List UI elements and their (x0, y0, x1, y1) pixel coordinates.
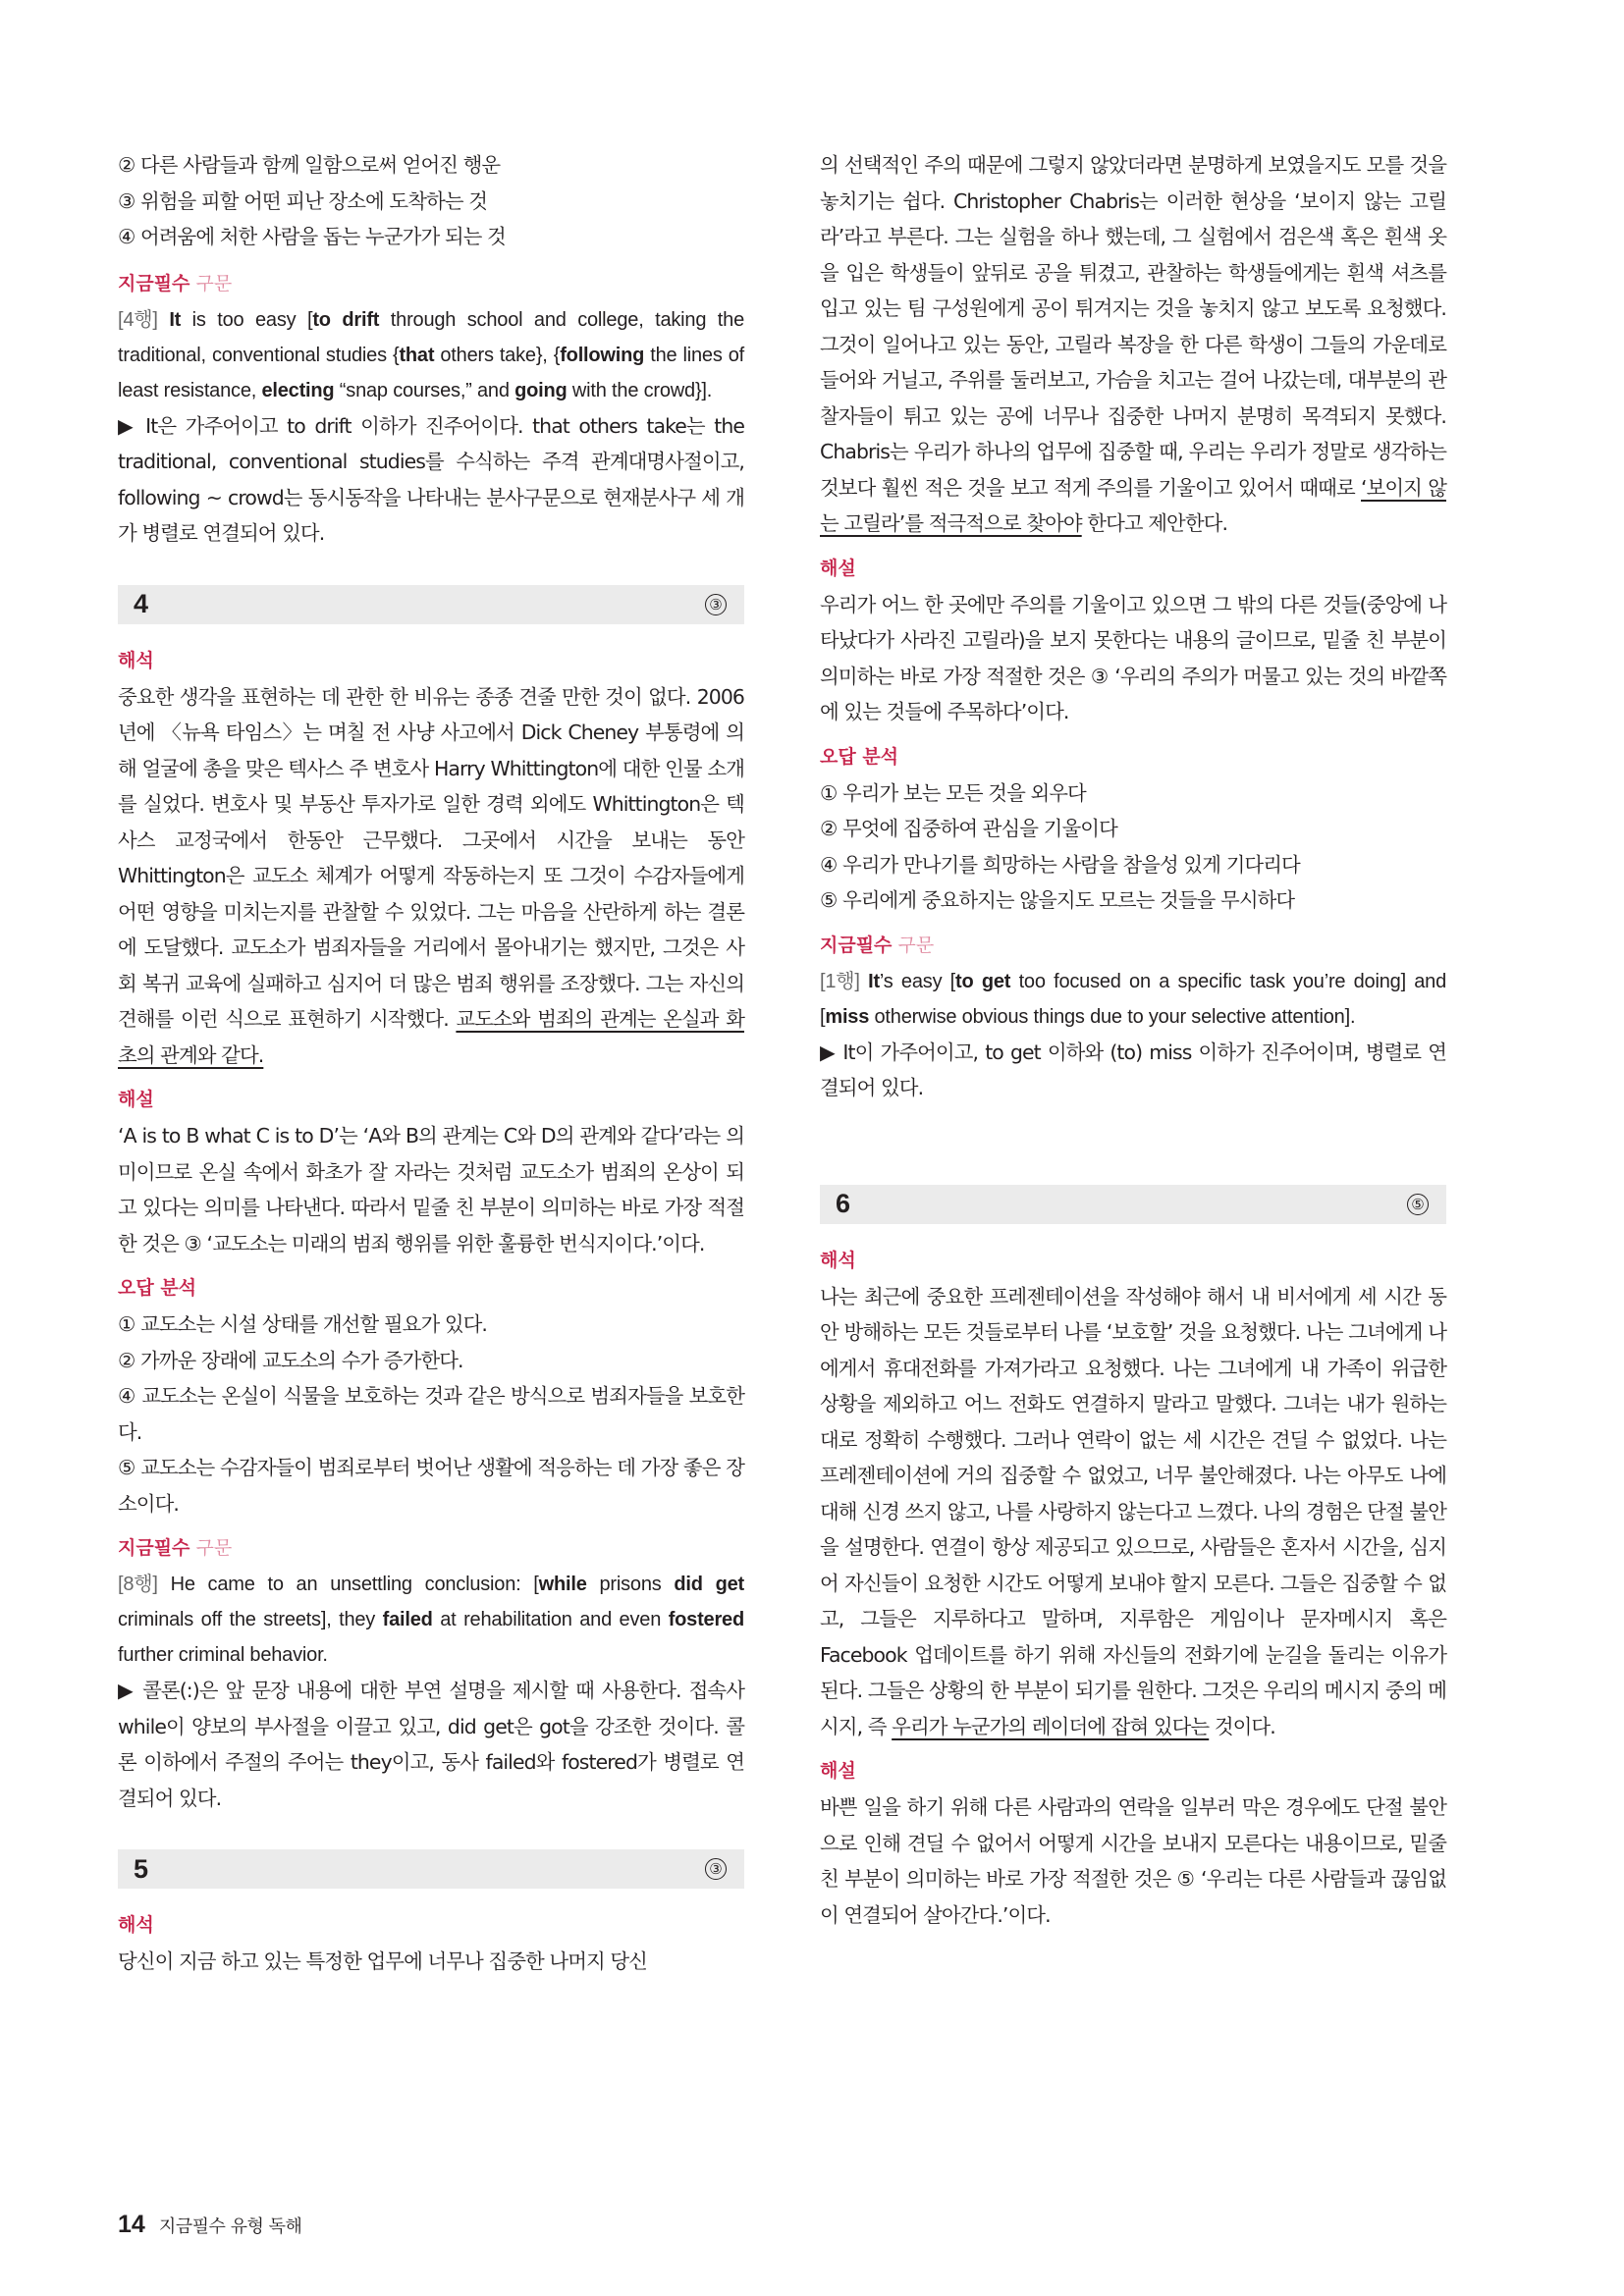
wrong-option-1: ① 우리가 보는 모든 것을 외우다 (820, 780, 1086, 805)
left-column (118, 147, 744, 1980)
answer-badge: ⑤ (1407, 1194, 1429, 1215)
seg-bold: miss (825, 1005, 870, 1028)
seg-bold: fostered (668, 1609, 744, 1630)
seg: the lines of least resistance, (118, 344, 744, 401)
seg (860, 971, 868, 992)
book-title: 지금필수 유형 독해 (158, 2216, 302, 2237)
explanation-label: 해설 (820, 557, 856, 579)
question-number: 5 (134, 1853, 149, 1884)
seg: further criminal behavior. (118, 1644, 328, 1666)
translation-label: 해석 (118, 1914, 154, 1936)
wrong-option-5: ⑤ 교도소는 수감자들이 범죄로부터 벗어난 생활에 적응하는 데 가장 좋은 장소이다. (118, 1456, 744, 1516)
seg: is too easy [ (181, 308, 313, 331)
seg-bold: electing (261, 379, 335, 401)
grammar-sentence (820, 964, 1446, 1035)
grammar-label (118, 1533, 744, 1563)
option-3: ③ 위험을 피할 어떤 피난 장소에 도착하는 것 (118, 188, 488, 213)
seg-bold: failed (382, 1609, 433, 1630)
underlined-phrase: 교도소와 범죄의 관계는 온실과 화초의 관계와 같다. (118, 1007, 744, 1067)
seg (158, 309, 170, 331)
translation-plain: 의 선택적인 주의 때문에 그렇지 않았더라면 분명하게 보였을지도 모를 것을 놓치기는 쉽다. Christopher Chabris는 이러한 현상을 ‘보이지 않는 고릴라’라고 부른다. 그는 실험을 하나 했는데, 그 실험에서 검은색 혹은 흰색 옷을 입은 학생들이 앞뒤로 공을 튀겼고, 관찰하는 학생들에게는 흰색 셔츠를 입고 있는 팀 구성원에게 공이 튀겨지는 것을 놓치지 않고 보도록 요청했다. 그것이 일어나고 있는 동안, 고릴라 복장을 한 다른 학생이 그들의 가운데로 들어와 거닐고, 주위를 둘러보고, 가슴을 치고는 걸어 나갔는데, 대부분의 관찰자들이 튀고 있는 공에 너무나 집중한 나머지 분명히 목격되지 못했다. Chabris는 우리가 하나의 업무에 집중할 때, 우리는 우리가 정말로 생각하는 것보다 훨씬 적은 것을 보고 적게 주의를 기울이고 있어서 때때로 (820, 153, 1446, 500)
seg-bold: following (560, 344, 645, 366)
translation-text (820, 147, 1446, 542)
question-6-header (820, 1185, 1446, 1224)
explanation-text: 우리가 어느 한 곳에만 주의를 기울이고 있으면 그 밖의 다른 것들(중앙에 나타났다가 사라진 고릴라)을 보지 못한다는 내용의 글이므로, 밑줄 친 부분이 의미하는 바로 가장 적절한 것은 ③ ‘우리의 주의가 머물고 있는 것의 바깥쪽에 있는 것들에 주목하다’이다. (820, 592, 1446, 723)
grammar-label-sub: 구문 (892, 934, 935, 956)
line-ref: [1행] (820, 970, 860, 992)
grammar-sentence (118, 1567, 744, 1673)
grammar-note: ▶ It이 가주어이고, to get 이하와 (to) miss 이하가 진주어이며, 병렬로 연결되어 있다. (820, 1040, 1446, 1099)
grammar-label-main: 지금필수 (118, 1537, 190, 1559)
seg-bold: to get (955, 970, 1011, 992)
grammar-note: ▶ 콜론(:)은 앞 문장 내용에 대한 부연 설명을 제시할 때 사용한다. 접속사 while이 양보의 부사절을 이끌고 있고, did get은 got을 강조한 것이다. 콜론 이하에서 주절의 주어는 they이고, 동사 failed와 fostered가 병렬로 연결되어 있다. (118, 1679, 744, 1810)
translation-plain: 중요한 생각을 표현하는 데 관한 한 비유는 종종 견줄 만한 것이 없다. 2006년에 〈뉴욕 타임스〉는 며칠 전 사냥 사고에서 Dick Cheney 부통령에 의해 얼굴에 총을 맞은 텍사스 주 변호사 Harry Whittington에 대한 인물 소개를 실었다. 변호사 및 부동산 투자가로 일한 경력 외에도 Whittington은 텍사스 교정국에서 한동안 근무했다. 그곳에서 시간을 보내는 동안 Whittington은 교도소 체계가 어떻게 작동하는지 또 그것이 수감자들에게 어떤 영향을 미치는지를 관찰할 수 있었다. 그는 마음을 산란하게 하는 결론에 도달했다. 교도소가 범죄자들을 거리에서 몰아내기는 했지만, 그것은 사회 복귀 교육에 실패하고 심지어 더 많은 범죄 행위를 조장했다. 그는 자신의 견해를 이런 식으로 표현하기 시작했다. (118, 684, 744, 1031)
option-4: ④ 어려움에 처한 사람을 돕는 누군가가 되는 것 (118, 225, 506, 248)
seg: others take}, { (434, 344, 561, 366)
page-footer (118, 2211, 301, 2239)
translation-label: 해석 (820, 1249, 856, 1271)
grammar-label-main: 지금필수 (118, 272, 190, 294)
seg: He came to an unsettling conclusion: [ (157, 1574, 539, 1595)
seg-bold: while (538, 1574, 587, 1595)
wrong-option-2: ② 가까운 장래에 교도소의 수가 증가한다. (118, 1348, 463, 1372)
seg: prisons (586, 1574, 675, 1595)
seg: through school and college, taking the traditional, conventional studies { (118, 308, 744, 366)
question-5-header (118, 1849, 744, 1889)
explanation-text: ‘A is to B what C is to D’는 ‘A와 B의 관계는 C와 D의 관계와 같다’라는 의미이므로 온실 속에서 화초가 잘 자라는 것처럼 교도소가 범죄의 온상이 되고 있다는 의미를 나타낸다. 따라서 밑줄 친 부분이 의미하는 바로 가장 적절한 것은 ③ ‘교도소는 미래의 범죄 행위를 위한 훌륭한 번식지이다.’이다. (118, 1124, 744, 1255)
line-ref: [8행] (118, 1574, 158, 1595)
seg: criminals off the streets], they (118, 1609, 383, 1630)
grammar-label (820, 931, 1446, 960)
seg-bold: It (868, 970, 880, 992)
seg: with the crowd}]. (567, 379, 713, 401)
wrong-option-5: ⑤ 우리에게 중요하지는 않을지도 모르는 것들을 무시하다 (820, 888, 1295, 912)
translation-text (118, 679, 744, 1074)
page-number: 14 (118, 2211, 145, 2238)
right-column (820, 147, 1446, 1933)
wrong-answer-label: 오답 분석 (118, 1277, 197, 1299)
line-ref: [4행] (118, 308, 158, 331)
seg: too focused on a specific task you’re doing] and [ (820, 970, 1447, 1028)
grammar-label-sub: 구문 (189, 1537, 233, 1559)
seg-bold: to drift (312, 308, 380, 331)
wrong-option-1: ① 교도소는 시설 상태를 개선할 필요가 있다. (118, 1312, 488, 1336)
grammar-sentence (118, 302, 744, 408)
seg-bold: that (399, 344, 435, 366)
wrong-option-2: ② 무엇에 집중하여 관심을 기울이다 (820, 817, 1117, 840)
seg: ’s easy [ (879, 970, 956, 992)
translation-text (820, 1279, 1446, 1745)
translation-plain: 나는 최근에 중요한 프레젠테이션을 작성해야 해서 내 비서에게 세 시간 동안 방해하는 모든 것들로부터 나를 ‘보호할’ 것을 요청했다. 나는 그녀에게 나에게서 휴대전화를 가져가라고 요청했다. 나는 그녀에게 내 가족이 위급한 상황을 제외하고 어느 전화도 연결하지 말라고 말했다. 그녀는 내가 원하는 대로 정확히 수행했다. 그러나 연락이 없는 세 시간은 견딜 수 없었다. 나는 프레젠테이션에 거의 집중할 수 없었고, 너무 불안해졌다. 나는 아무도 나에 대해 신경 쓰지 않고, 나를 사랑하지 않는다고 느꼈다. 나의 경험은 단절 불안을 설명한다. 연결이 항상 제공되고 있으므로, 사람들은 혼자서 시간을, 심지어 자신들이 요청한 시간도 어떻게 보내야 할지 모른다. 그들은 집중할 수 없고, 그들은 지루하다고 말하며, 지루함은 게임이나 문자메시지 혹은 Facebook 업데이트를 하기 위해 자신들의 전화기에 눈길을 돌리는 이유가 된다. 그들은 상황의 한 부분이 되기를 원한다. 그것은 우리의 메시지 중의 메시지, 즉 (820, 1284, 1446, 1738)
grammar-note: ▶ It은 가주어이고 to drift 이하가 진주어이다. that others take는 the traditional, conventional studies를 수식하는 주격 관계대명사절이고, following ~ crowd는 동시동작을 나타내는 분사구문으로 현재분사구 세 개가 병렬로 연결되어 있다. (118, 413, 744, 545)
grammar-label-main: 지금필수 (820, 934, 893, 956)
underlined-phrase: 우리가 누군가의 레이더에 잡혀 있다는 (892, 1714, 1210, 1738)
option-2: ② 다른 사람들과 함께 일함으로써 얻어진 행운 (118, 153, 501, 177)
question-4-header (118, 585, 744, 624)
question-number: 4 (134, 589, 149, 618)
grammar-label (118, 269, 744, 298)
seg: at rehabilitation and even (432, 1609, 669, 1630)
question-number: 6 (836, 1189, 851, 1218)
seg: “snap courses,” and (334, 379, 515, 401)
underlined-phrase: ‘보이지 않는 고릴라’를 적극적으로 찾아야 (820, 475, 1446, 535)
seg: otherwise obvious things due to your selective attention]. (869, 1005, 1356, 1028)
seg-bold: going (514, 379, 568, 401)
seg-bold: did get (674, 1574, 744, 1595)
grammar-label-sub: 구문 (189, 272, 233, 294)
wrong-option-4: ④ 우리가 만나기를 희망하는 사람을 참을성 있게 기다리다 (820, 852, 1300, 877)
wrong-option-4: ④ 교도소는 온실이 식물을 보호하는 것과 같은 방식으로 범죄자들을 보호한다. (118, 1384, 744, 1444)
wrong-answer-label: 오답 분석 (820, 745, 899, 768)
translation-label: 해석 (118, 649, 154, 671)
translation-end: 것이다. (1209, 1714, 1275, 1738)
explanation-label: 해설 (118, 1089, 154, 1110)
explanation-text: 바쁜 일을 하기 위해 다른 사람과의 연락을 일부러 막은 경우에도 단절 불안으로 인해 견딜 수 없어서 어떻게 시간을 보내지 모른다는 내용이므로, 밑줄 친 부분이 의미하는 바로 가장 적절한 것은 ⑤ ‘우리는 다른 사람들과 끊임없이 연결되어 살아간다.’이다. (820, 1795, 1446, 1927)
translation-text: 당신이 지금 하고 있는 특정한 업무에 너무나 집중한 나머지 당신 (118, 1949, 647, 1973)
answer-badge: ③ (705, 594, 727, 615)
answer-badge: ③ (705, 1858, 727, 1880)
explanation-label: 해설 (820, 1760, 856, 1782)
seg-bold: It (169, 308, 182, 331)
translation-end: 한다고 제안한다. (1081, 511, 1228, 535)
